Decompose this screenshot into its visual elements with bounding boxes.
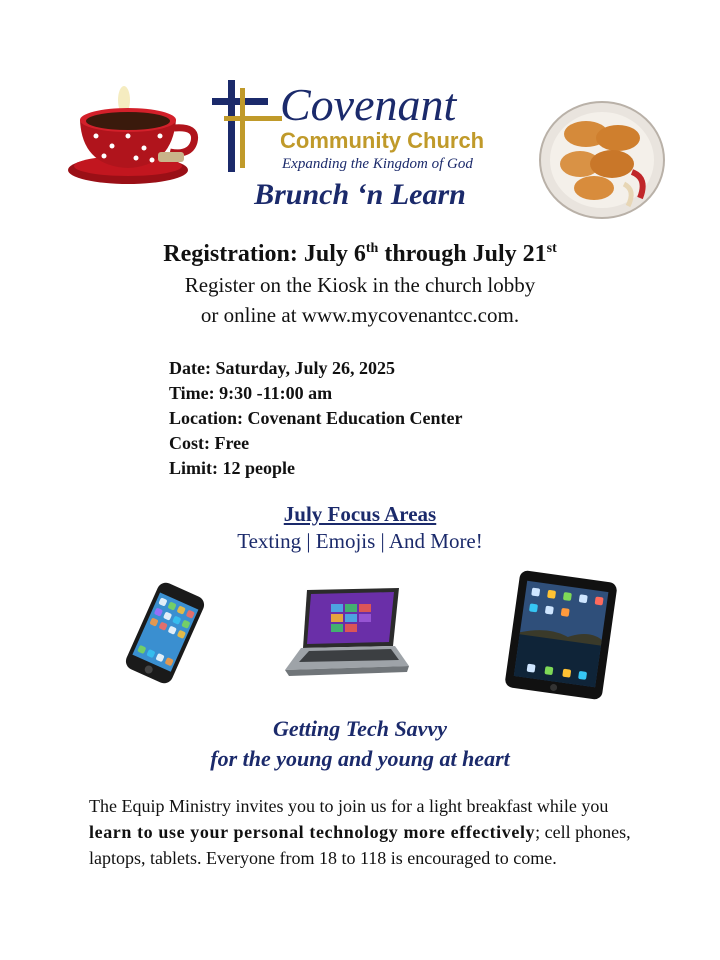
coffee-cup-icon: [66, 80, 202, 190]
tagline-line1: Getting Tech Savvy: [273, 716, 447, 741]
registration-heading: [0, 241, 720, 268]
detail-cost: Cost: Free: [169, 433, 250, 453]
registration-online-line: or online at www.mycovenantcc.com.: [200, 303, 520, 327]
detail-location: Location: Covenant Education Center: [169, 408, 463, 428]
logo-motto: Expanding the Kingdom of God: [282, 156, 473, 172]
focus-items: Texting | Emojis | And More!: [237, 529, 483, 553]
detail-date: Date: Saturday, July 26, 2025: [169, 358, 396, 378]
invitation-text-start: The Equip Ministry invites you to join us for a light breakfast while you: [89, 796, 609, 816]
invitation-paragraph: [89, 793, 639, 871]
detail-limit: Limit: 12 people: [169, 458, 295, 478]
cross-icon: [228, 80, 235, 172]
detail-time: Time: 9:30 -11:00 am: [169, 383, 333, 403]
tagline-line2: for the young and young at heart: [210, 746, 510, 771]
registration-kiosk-line: Register on the Kiosk in the church lobby: [184, 273, 536, 297]
registration-end-suffix: st: [546, 241, 557, 256]
registration-middle: through July 21: [378, 241, 547, 267]
tablet-icon: [498, 568, 624, 702]
registration-start-suffix: th: [365, 241, 379, 256]
laptop-icon: [281, 584, 413, 678]
event-details: [169, 356, 463, 481]
church-logo: [212, 78, 512, 178]
registration-prefix: Registration: July 6: [163, 241, 366, 267]
smartphone-icon: [116, 582, 214, 684]
logo-name: Covenant: [280, 79, 457, 130]
invitation-text-end: ; cell phones, laptops, tablets. Everyone from 18 to 118 is encouraged to come.: [89, 822, 631, 868]
logo-subname: Community Church: [280, 128, 485, 153]
invitation-emphasis: learn to use your personal technology more effectively: [89, 822, 536, 842]
event-title: Brunch ‘n Learn: [254, 178, 466, 211]
focus-title: July Focus Areas: [283, 502, 437, 526]
